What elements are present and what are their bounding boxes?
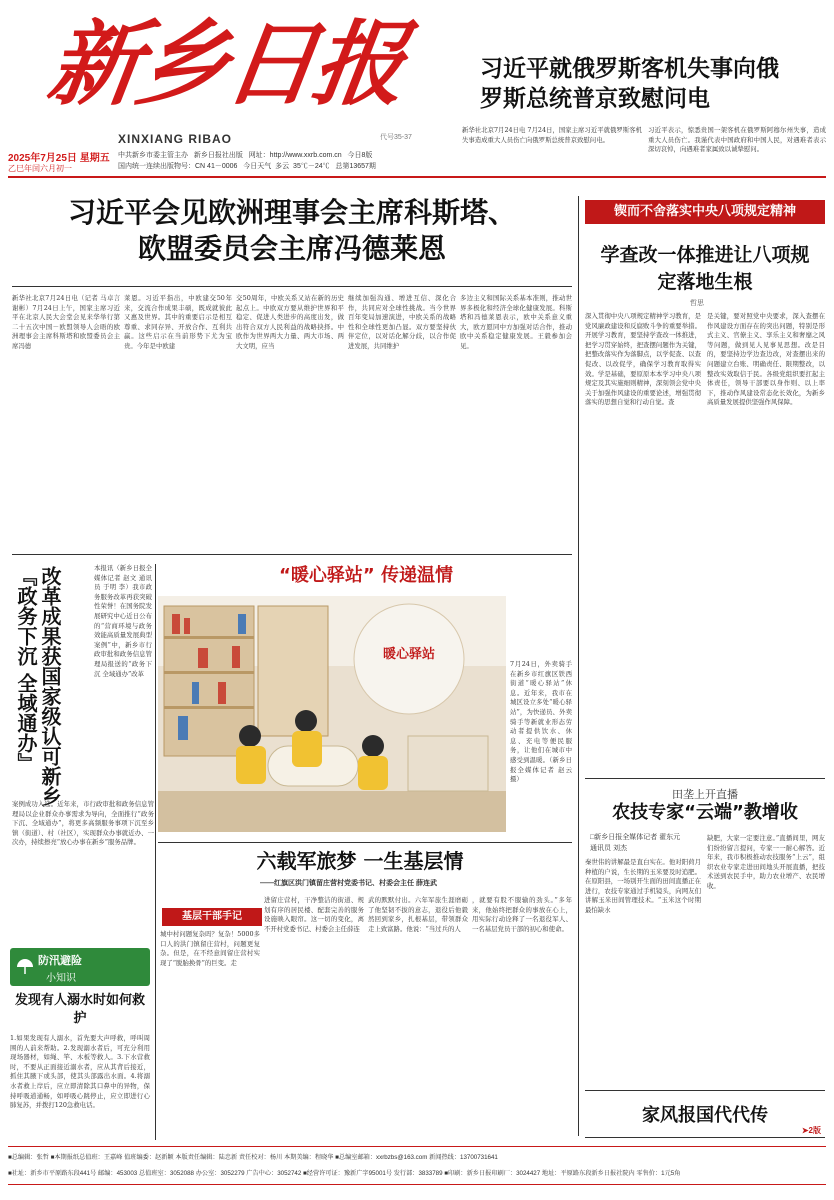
- family-story-page-ref[interactable]: ➤2版: [801, 1126, 821, 1135]
- footer-line-1: ■总编辑：张哲 ■本期报纸总值班：王嘉峰 值班编委：赵新颖 本版责任编辑：陆忠新 责任校对：杨川 本期美编：程晓华 ■总编室邮箱：xxrbzbs@163.com 新闻热线：13700731641: [8, 1154, 498, 1161]
- vertical-divider-right: [578, 196, 579, 1136]
- live-story-body-2: [707, 834, 825, 1084]
- right-col-body-2: [707, 312, 825, 772]
- lead-body-cont-4: 继续加强沟通、增进互信、深化合作，共同应对全球性挑战。当今世界百年变局加速演进，中欧关系的战略性和全球性更加凸显。双方要坚持伙伴定位，以对话化解分歧，以合作促进发展，共同维护: [348, 294, 456, 350]
- army-story-body-1: 城中村问题复杂吗？复杂！5000多口人的洪门镇留庄营村，问题更复杂。但是，在不经意间留庄营村实现了“脱胎换骨”的巨变。走: [160, 930, 260, 967]
- lead-body-col-3: [236, 294, 344, 550]
- issue-number: 总第13657期: [335, 163, 376, 170]
- side-story-body-wide: [12, 800, 154, 938]
- weather: 多云: [275, 163, 290, 170]
- lead-body-col-1: 新华社北京7月24日电（记者 马卓言 谢彬）7月24日上午，国家主席习近平在北京人民大会堂会见来华举行第二十五次中国－欧盟领导人会晤的欧洲理事会主席科斯塔和欧盟委员会主席冯德: [12, 294, 120, 350]
- publisher-2: 新乡日报社出版: [193, 152, 243, 159]
- masthead-pinyin: XINXIANG RIBAO: [118, 132, 233, 146]
- army-story-box-label: 基层干部手记: [162, 908, 262, 926]
- flood-tips-body: 1.如果发现有人溺水，首先要大声呼救，呼叫周围的人前来帮助。2.发现溺水者后，可充分利用现场器材，如绳、竿、木板等救人。3.下水营救时，不要从正面接近溺水者，应从其背后接近，抓住其腋下或头部，使其头部露出水面。4.将溺水者救上岸后，应立即清除其口鼻中的异物，保持呼吸道通畅，如呼吸心跳停止，应立即进行心肺复苏，并拨打120急救电话。: [10, 1034, 150, 1110]
- masthead-logo-graphic: [41, 4, 410, 118]
- lead-headline-line-1: 习近平会见欧洲理事会主席科斯塔、: [67, 196, 516, 229]
- lead-body-col-2: [124, 294, 232, 550]
- photo-bottom-divider: [158, 842, 572, 843]
- army-story-body-cont-4: ，就要有股不服输的劲头。”多年来，他始终把群众的事放在心上，用实际行动诠释了一名退役军人、一名基层党员干部的初心和使命。: [472, 896, 572, 933]
- right-mid-divider: [585, 778, 825, 779]
- side-story-body-cont: 案例成功入选。近年来，市行政审批和政务信息管理局以企业群众办事需求为导向，全面推行“政务下沉、全域通办”，将更多高频服务事项下沉至乡镇（街道）、村（社区），实现群众办事就近办、一次办，持续擦亮“放心办事在新乡”服务品牌。: [12, 800, 154, 847]
- page-count: 今日8版: [347, 152, 373, 159]
- station-sign: 暖心驿站: [382, 647, 436, 662]
- army-story-body-2: [264, 896, 364, 1140]
- army-story-body-cont-2: 进留庄营村，干净整洁的街道、规划有序的居民楼、配套完善的服务设施映入眼帘。这一切的变化，离不开村党委书记、村委会主任薛连: [264, 896, 364, 933]
- army-story-headline: 六载军旅梦 一生基层情: [256, 849, 464, 873]
- weather-label: 今日天气: [243, 163, 272, 170]
- cn-number: 国内统一连续出版物号：CN 41－0006: [118, 163, 238, 170]
- army-story-body-3: [368, 896, 468, 1140]
- photo-story-headline: “暖心驿站” 传递温情: [279, 565, 453, 586]
- flood-tips-label: [10, 948, 150, 986]
- right-col-author: 哲思: [690, 300, 704, 307]
- flood-tips-label-2: 小知识: [46, 973, 76, 984]
- footer-bottom-rule: [8, 1184, 826, 1185]
- photo-illustration: [158, 596, 506, 832]
- vertical-divider-left: [155, 564, 156, 1140]
- lead-bottom-divider: [12, 554, 572, 555]
- postal-code: 代号35-37: [380, 134, 412, 141]
- lead-body-cont-2: 莱恩。习近平指出，中欧建交50年来，交流合作成果丰硕，既成就彼此又惠及世界。其中的重要启示是相互尊重、求同存异、开放合作、互利共赢。这些启示在当前形势下尤为宝贵。今年是中欧建: [124, 294, 232, 350]
- date-line: 2025年7月25日 星期五: [8, 153, 110, 164]
- army-story-subhead: ——红旗区洪门镇留庄营村党委书记、村委会主任 薛连武: [260, 880, 437, 887]
- top-right-headline: 习近平就俄罗斯客机失事向俄罗斯总统普京致慰问电: [480, 56, 779, 112]
- website-url: 网址：http://www.xxrb.com.cn: [248, 152, 342, 159]
- lead-body-cont-3: 交50周年，中欧关系又站在新的历史起点上。中欧双方要从维护世界和平稳定、促进人类进步的高度出发，做出符合双方人民利益的战略抉择。中欧作为世界两大力量、两大市场、两大文明，应当: [236, 294, 344, 350]
- right-col-headline: 学查改一体推进让八项规定落地生根: [600, 244, 810, 293]
- live-story-kicker: 田垄上开直播: [672, 788, 738, 801]
- flood-tips-label-1: 防汛避险: [38, 954, 82, 967]
- live-story-body-cont: 缺肥，大家一定要注意。”直播间里，网友们纷纷留言提问，专家一一耐心解答。近年来，我市积极推动农技服务“上云”，组织农业专家走进田间地头开展直播，把技术送到农民手中，助力农业增产、农民增收。: [707, 834, 825, 890]
- lunar-date-line: 乙巳年闰六月初一: [8, 164, 72, 173]
- right-col-body-cont: 是关键，要对照党中央要求，深入查摆在作风建设方面存在的突出问题，特别是形式主义、官僚主义、享乐主义和奢靡之风等问题，做到见人见事见思想。改是目的，要坚持边学边查边改，对查摆出来的问题建立台账、明确责任、限期整改，以整改实效取信于民。各级党组织要扛起主体责任，领导干部要以身作则、以上率下，推动作风建设常态化长效化，为新乡高质量发展提供坚强作风保障。: [707, 312, 825, 407]
- army-story-body-cont-3: 武的默默付出。六年军旅生涯磨砺了他坚韧不拔的意志，退役后他毅然回到家乡，扎根基层，带领群众走上致富路。他说：“当过兵的人: [368, 896, 468, 933]
- right-col-banner: 锲而不舍落实中央八项规定精神: [585, 200, 825, 224]
- side-story-body: 本报讯（新乡日报全媒体记者 赵文 通讯员 于明 李）我市政务服务改革再获突破性荣誉！在国务院发展研究中心近日公布的“营商环境与政务效能高质量发展典型案例”中，新乡市行政审批和政务信息管理局报送的“政务下沉 全域通办”改革: [94, 564, 152, 678]
- lead-headline-line-2: 欧盟委员会主席冯德莱恩: [137, 232, 446, 265]
- top-right-col-2: 习近平表示，惊悉贵国一架客机在俄罗斯阿穆尔州失事，造成重大人员伤亡。我谨代表中国政府和中国人民，对遇难者表示深切哀悼，向遇难者家属致以诚挚慰问。: [648, 126, 826, 154]
- lead-body-col-5: [460, 294, 572, 550]
- right-col-body-1: 深入贯彻中央八项规定精神学习教育，是党风廉政建设和反腐败斗争的重要举措。开展学习教育，要坚持学查改一体推进，把学习贯穿始终，把查摆问题作为关键，把整改落实作为落脚点，以学促查、以查促改、以改促学，确保学习教育取得实效。学是基础，要原原本本学习中央八项规定及其实施细则精神，深刻领会党中央关于加强作风建设的重要论述，增强贯彻落实的思想自觉和行动自觉。查: [585, 312, 701, 407]
- family-story-box: [585, 1090, 825, 1138]
- live-story-body-1: 秦世伟的讲解最是直白实在。他对阳荷月种植的户说，生长期的玉米要及时追肥。在原阳县，一场别开生面的田间直播正在进行，农技专家通过手机镜头，向网友们讲解玉米田间管理技术。“玉米这个时期最怕缺水: [585, 858, 701, 914]
- live-story-headline: 农技专家“云端”教增收: [612, 802, 798, 823]
- footer-rule: [8, 1146, 826, 1147]
- flood-tips-title: 发现有人溺水时如何救护: [14, 993, 145, 1026]
- masthead-logo: [41, 4, 410, 118]
- masthead-logo-lettering: 新乡日报: [41, 9, 410, 118]
- photo-story-caption: 7月24日，外卖骑手在新乡市红旗区铁西街道“暖心驿站”休息。近年来，我市在城区设立多处“暖心驿站”，为快递员、外卖骑手等新就业形态劳动者提供饮水、休息、充电等便民服务，让他们在城市中感受到温暖。（新乡日报全媒体记者 赵云 摄）: [510, 660, 572, 784]
- lead-body-cont-5: 多边主义和国际关系基本准则，推动世界多极化和经济全球化健康发展。科斯塔和冯德莱恩表示，欧中关系意义重大，欧方愿同中方加强对话合作，推动欧中关系稳定健康发展。王毅参加会见。: [460, 294, 572, 350]
- publisher: 中共新乡市委主管主办: [118, 152, 188, 159]
- top-right-col-1: 新华社北京7月24日电 7月24日，国家主席习近平就俄罗斯客机失事造成重大人员伤亡向俄罗斯总统普京致慰问电。: [462, 126, 642, 144]
- side-story-title: [14, 566, 94, 816]
- lead-body-col-4: [348, 294, 456, 550]
- temperature: 35℃－24℃: [293, 163, 330, 170]
- lead-divider: [12, 286, 572, 287]
- live-story-byline: □新乡日报全媒体记者 翟东元 通讯员 刘杰: [590, 834, 681, 852]
- umbrella-icon: [16, 958, 34, 976]
- footer-line-2: ■社址：新乡市平原路东段441号 邮编：453003 总值班室：3052088 办公室：3052279 广告中心：3052742 ■经营许可证：豫新广字95001号 发行部：3833789 ■印刷：新乡日报印刷厂：3024427 地址：平原路东段新乡日报社院内 零售价：1元5角: [8, 1170, 681, 1177]
- publisher-info: [118, 150, 448, 172]
- family-story-headline: 家风报国代代传: [642, 1105, 768, 1126]
- masthead-divider: [8, 176, 826, 178]
- army-story-body-4: [472, 896, 572, 1140]
- side-story-title-text: 改革成果获国家级认可新乡『政务下沉 全域通办』: [14, 566, 62, 806]
- photo-story-image: [158, 596, 506, 832]
